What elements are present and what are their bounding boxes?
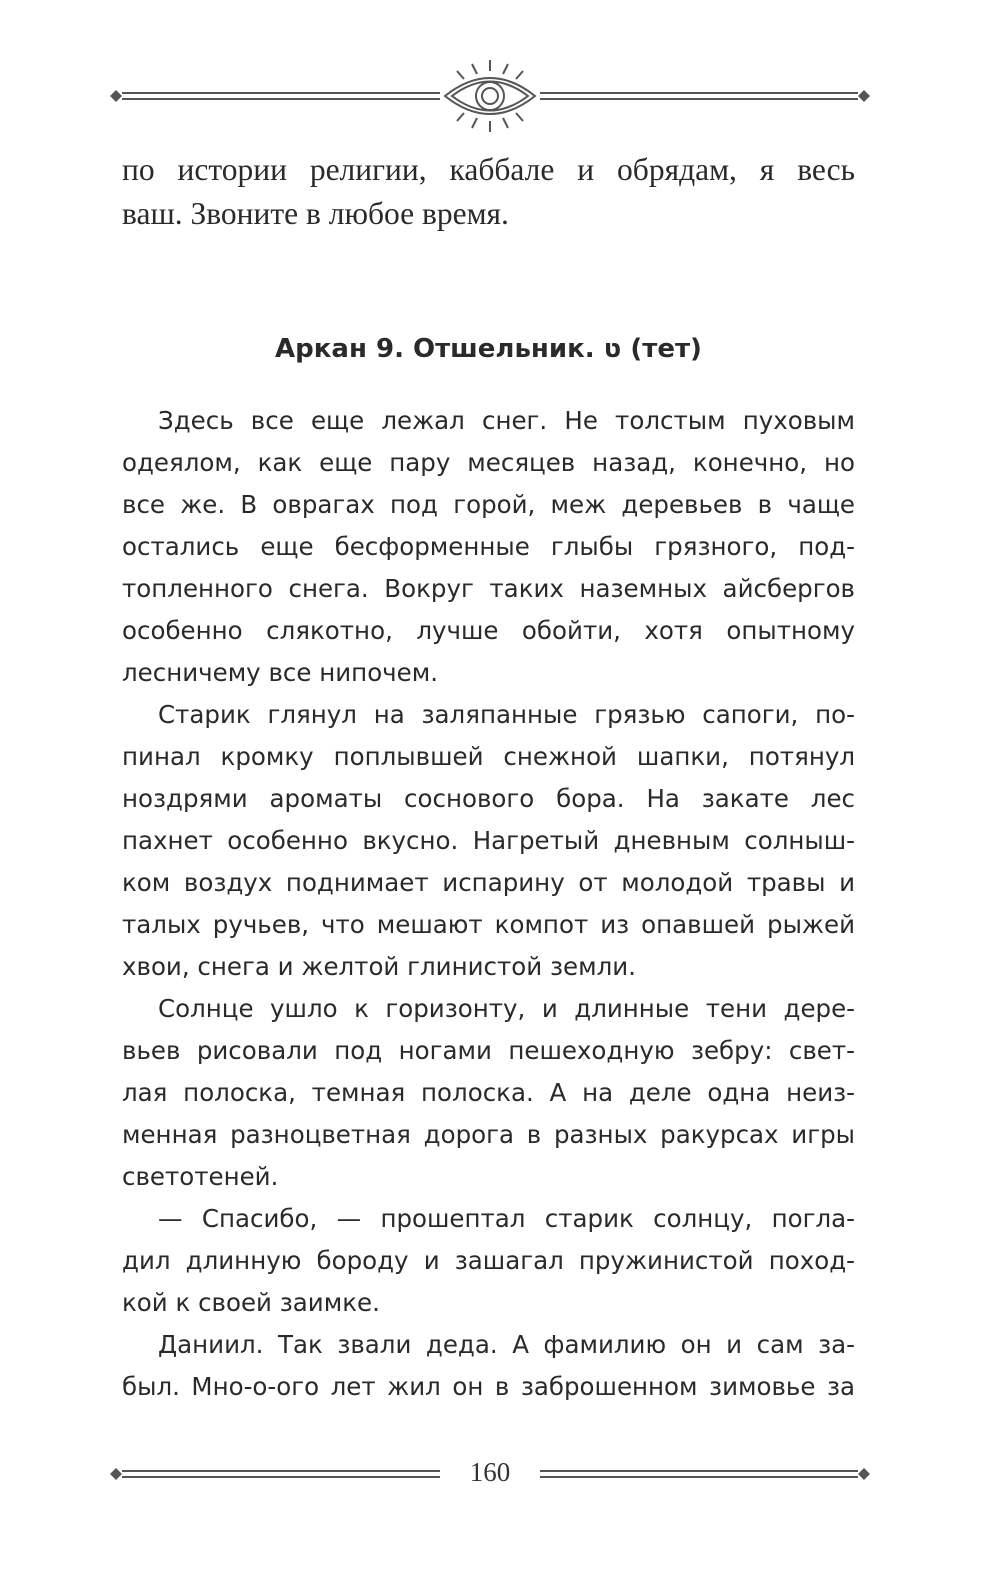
text-line: лая полоска, темная полоска. А на деле одна неиз- bbox=[122, 1078, 855, 1107]
text-line: менная разноцветная дорога в разных ракурсах игры bbox=[122, 1120, 855, 1149]
diamond-icon bbox=[858, 90, 870, 102]
text-line: Солнце ушло к горизонту, и длинные тени дере- bbox=[158, 994, 855, 1023]
text-line: Даниил. Так звали деда. А фамилию он и сам за- bbox=[158, 1330, 855, 1359]
header-ornament bbox=[100, 55, 880, 135]
paragraph bbox=[122, 694, 855, 988]
page-number: 160 bbox=[469, 1457, 511, 1487]
paragraph bbox=[122, 1198, 855, 1324]
text-line: топленного снега. Вокруг таких наземных айсбергов bbox=[122, 574, 855, 603]
diamond-icon bbox=[110, 90, 122, 102]
text-line: дил длинную бороду и зашагал пружинистой поход- bbox=[122, 1246, 855, 1275]
paragraph bbox=[122, 400, 855, 694]
continuation-text bbox=[122, 148, 855, 236]
continuation-line: ваш. Звоните в любое время. bbox=[122, 196, 509, 231]
text-line: одеялом, как еще пару месяцев назад, конечно, но bbox=[122, 448, 855, 477]
paragraph bbox=[122, 1324, 855, 1408]
eye-ornament-icon bbox=[445, 60, 535, 132]
text-line: пинал кромку поплывшей снежной шапки, потянул bbox=[122, 742, 855, 771]
text-line: — Спасибо, — прошептал старик солнцу, погла- bbox=[158, 1204, 855, 1233]
text-line: особенно слякотно, лучше обойти, хотя опытному bbox=[122, 616, 855, 645]
text-line: все же. В оврагах под горой, меж деревьев в чаще bbox=[122, 490, 855, 519]
text-line: Старик глянул на заляпанные грязью сапоги, по- bbox=[158, 700, 855, 729]
paragraph bbox=[122, 988, 855, 1198]
continuation-line: по истории религии, каббале и обрядам, я весь bbox=[122, 152, 855, 187]
text-line: кой к своей заимке. bbox=[122, 1288, 380, 1317]
text-line: ком воздух поднимает испарину от молодой травы и bbox=[122, 868, 855, 897]
text-line: Здесь все еще лежал снег. Не толстым пуховым bbox=[158, 406, 855, 435]
text-line: ноздрями ароматы соснового бора. На закате лес bbox=[122, 784, 855, 813]
text-line: лесничему все нипочем. bbox=[122, 658, 438, 687]
text-line: вьев рисовали под ногами пешеходную зебру: свет- bbox=[122, 1036, 855, 1065]
text-line: хвои, снега и желтой глинистой земли. bbox=[122, 952, 636, 981]
chapter-heading: Аркан 9. Отшельник. ט (тет) bbox=[275, 334, 702, 364]
text-line: остались еще бесформенные глыбы грязного, под- bbox=[122, 532, 855, 561]
text-line: светотеней. bbox=[122, 1162, 279, 1191]
text-line: был. Мно-о-ого лет жил он в заброшенном зимовье за bbox=[122, 1372, 855, 1401]
text-line: талых ручьев, что мешают компот из опавшей рыжей bbox=[122, 910, 855, 939]
body-text bbox=[122, 400, 855, 1408]
text-line: пахнет особенно вкусно. Нагретый дневным солныш- bbox=[122, 826, 855, 855]
